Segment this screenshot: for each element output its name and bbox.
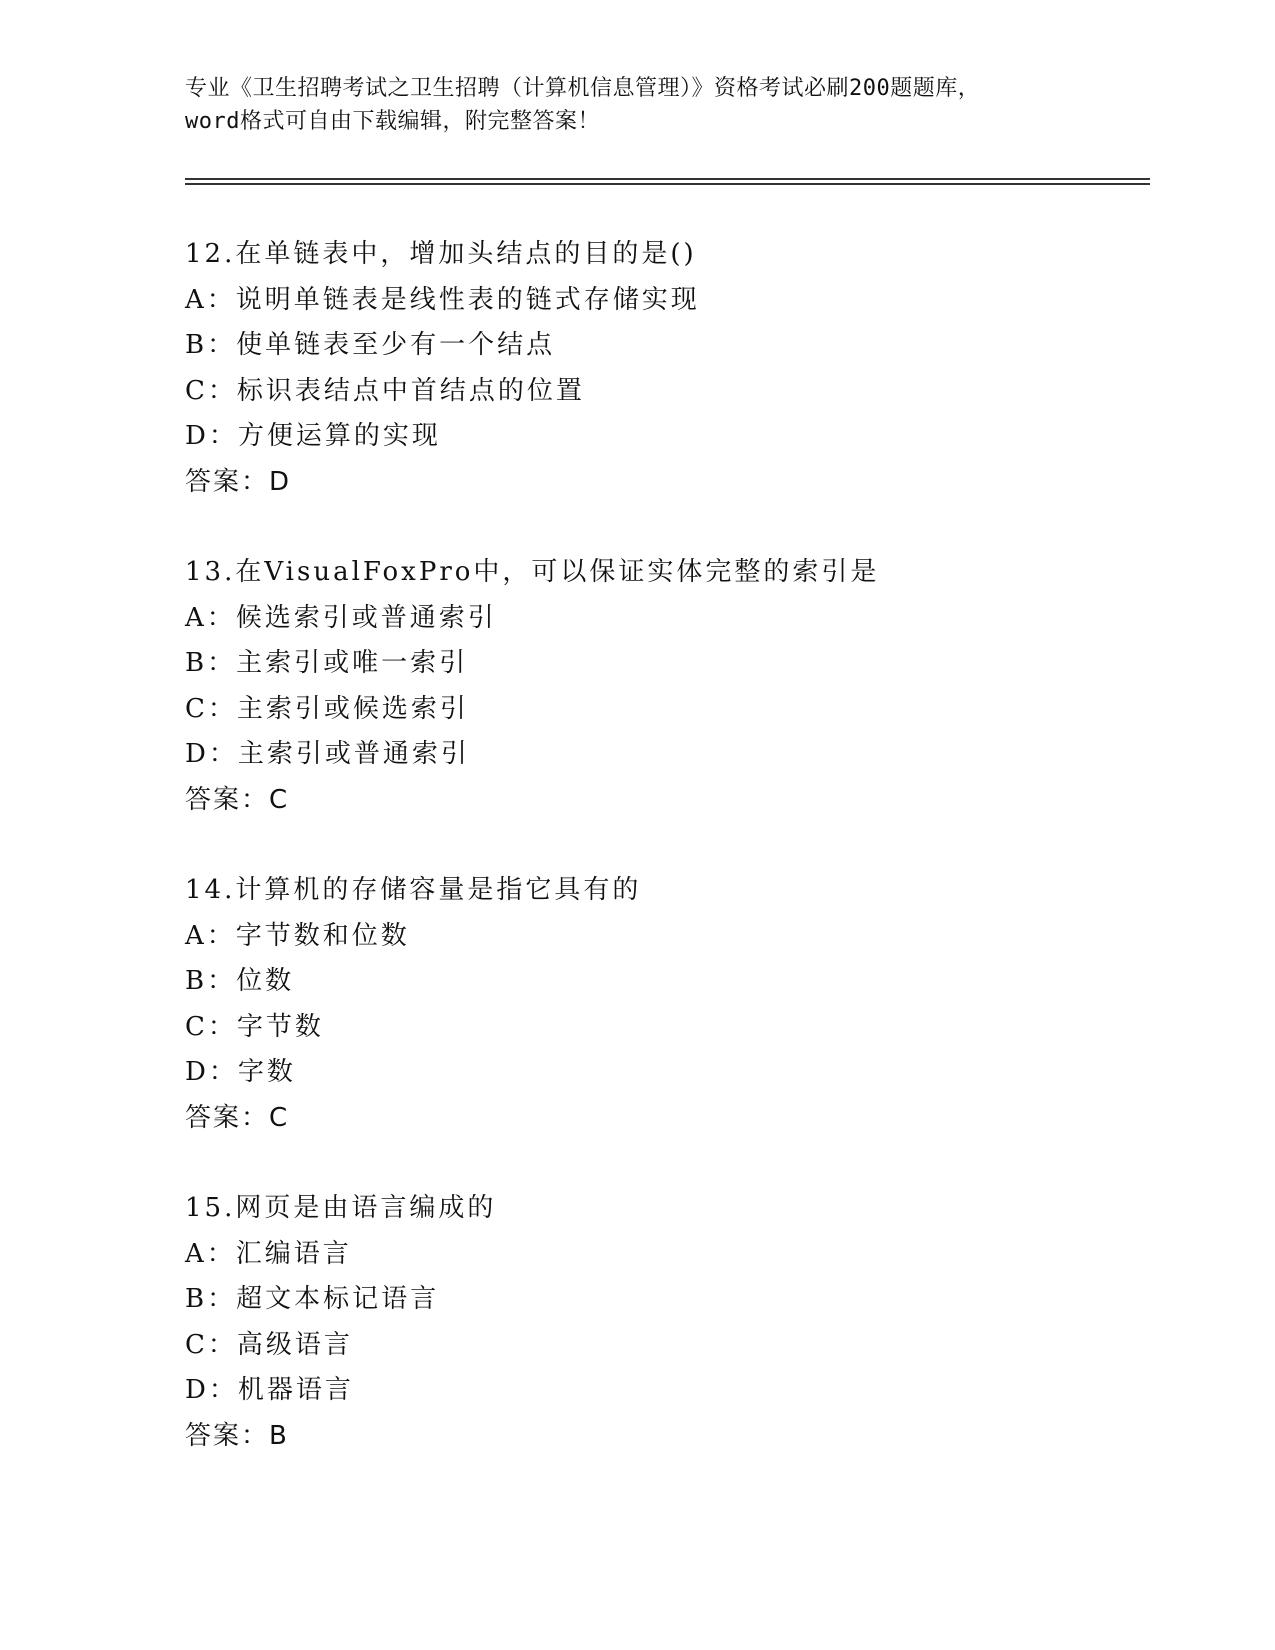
option-b: B：使单链表至少有一个结点 xyxy=(185,330,556,360)
answer-label: 答案：B xyxy=(185,1420,289,1451)
answer-label: 答案：C xyxy=(185,784,290,815)
option-a: A：汇编语言 xyxy=(185,1238,352,1269)
option-d: D：方便运算的实现 xyxy=(185,421,441,451)
answer-label: 答案：D xyxy=(185,466,292,497)
option-d: D：主索引或普通索引 xyxy=(185,739,470,769)
option-c: C：主索引或候选索引 xyxy=(185,693,469,724)
header-divider-top xyxy=(185,178,1150,180)
question-stem: 12.在单链表中，增加头结点的目的是() xyxy=(185,239,697,269)
option-c: C：高级语言 xyxy=(185,1329,353,1360)
option-b: B：超文本标记语言 xyxy=(185,1284,440,1314)
option-c: C：标识表结点中首结点的位置 xyxy=(185,375,585,406)
question-14 xyxy=(185,868,1145,1186)
question-stem: 15.网页是由语言编成的 xyxy=(185,1193,497,1223)
question-15 xyxy=(185,1186,1145,1504)
option-d: D：字数 xyxy=(185,1057,296,1087)
question-stem: 14.计算机的存储容量是指它具有的 xyxy=(185,875,642,905)
header-line-1: 专业《卫生招聘考试之卫生招聘（计算机信息管理）》资格考试必刷200题题库， xyxy=(185,76,981,101)
option-a: A：字节数和位数 xyxy=(185,920,410,951)
header-line-2: word格式可自由下载编辑，附完整答案！ xyxy=(185,109,600,134)
option-b: B：主索引或唯一索引 xyxy=(185,648,469,678)
document-header xyxy=(185,72,1085,138)
option-a: A：说明单链表是线性表的链式存储实现 xyxy=(185,284,700,315)
header-divider-bottom xyxy=(185,183,1150,185)
question-list xyxy=(185,232,1145,1504)
question-13 xyxy=(185,550,1145,868)
option-c: C：字节数 xyxy=(185,1011,324,1042)
option-b: B：位数 xyxy=(185,966,295,996)
answer-label: 答案：C xyxy=(185,1102,290,1133)
option-a: A：候选索引或普通索引 xyxy=(185,602,497,633)
option-d: D：机器语言 xyxy=(185,1375,354,1405)
question-12 xyxy=(185,232,1145,550)
question-stem: 13.在VisualFoxPro中，可以保证实体完整的索引是 xyxy=(185,557,880,587)
